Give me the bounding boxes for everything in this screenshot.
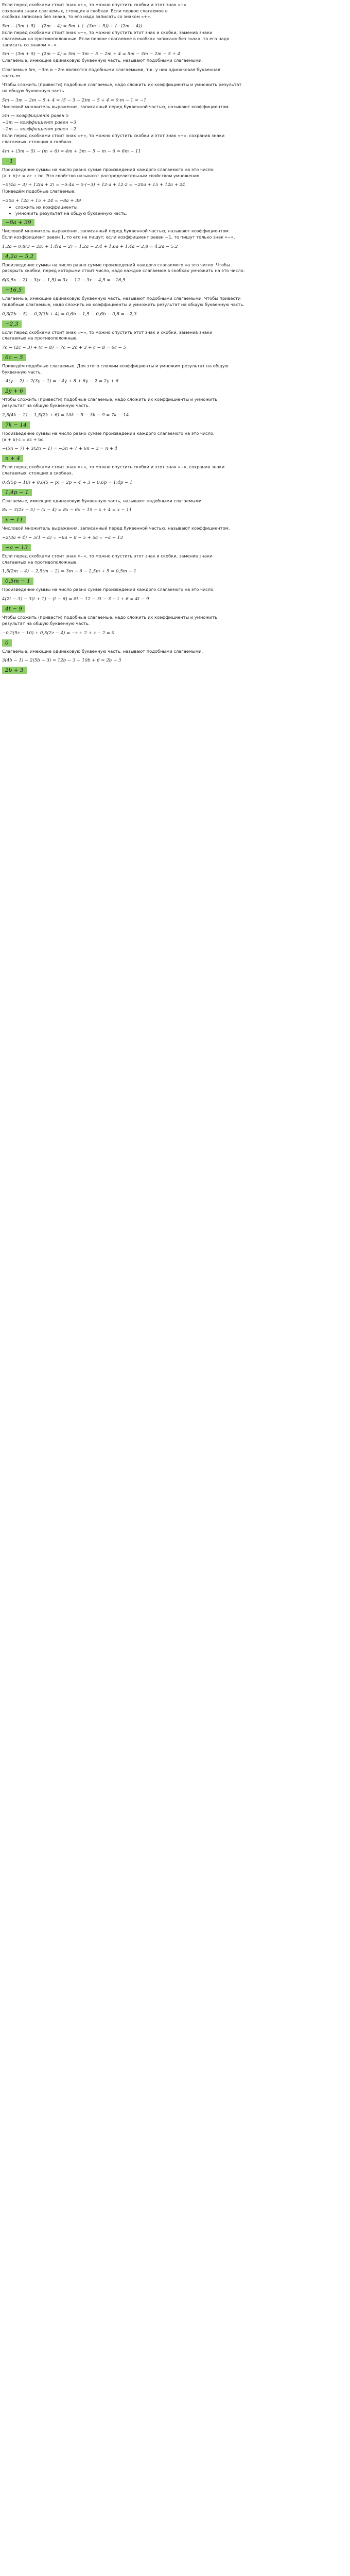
answer-box: −8a + 39 [2,219,34,226]
text-line: Числовой множитель выражения, записанный перед буквенной частью, называют коэффициентом. [2,228,230,234]
text-paragraph [2,189,344,195]
text-line: Произведение суммы на число равно сумме произведений каждого слагаемого на это число. Чтобы [2,262,230,267]
math-expression: 0,3(2b − 5) − 0,2(3b + 4) = 0,6b − 1,5 − 0,6b − 0,8 = −2,3 [2,311,137,317]
text-paragraph [2,553,344,565]
math-expression: −0,2(5z − 10) + 0,5(2z − 4) = −z + 2 + z − 2 = 0 [2,630,115,636]
answer-box: 4,2a − 5,2 [2,253,37,260]
text-line: результат на общую буквенную часть. [2,403,90,409]
text-line: подобные слагаемые, надо сложить их коэффициенты и умножить результат на общую буквенную часть. [2,301,244,307]
math-expression: −2m — коэффициент равен −2 [2,127,76,132]
text-line: слагаемых, стоящих в скобках. [2,470,73,476]
text-paragraph [2,262,344,274]
answer-row [2,486,344,498]
answer-row [2,318,344,330]
text-paragraph [2,330,344,342]
math-expression: 5m — коэффициент равен 5 [2,113,69,119]
math-expression: 4(2t − 3) − 3(t + 1) − (t − 6) = 8t − 12 − 3t − 3 − t + 6 = 4t − 9 [2,597,149,602]
answer-box: −1 [2,158,16,165]
text-line: (a + b)·c = ac + bc. Это свойство называют распределительным свойством умножения. [2,173,201,178]
math-expression: −4(y − 2) + 2(3y − 1) = −4y + 8 + 6y − 2 = 2y + 6 [2,379,119,384]
document-page [0,0,346,678]
text-line: слагаемых на противоположные. [2,335,78,341]
answer-row [2,419,344,431]
math-expression: 0,4(5p − 10) + 0,6(5 − p) = 2p − 4 + 3 − 0,6p = 1,4p − 1 [2,480,133,485]
text-line: записать со знаком «−». [2,42,58,47]
text-paragraph [2,397,344,409]
math-expression: −2(3a + 4) − 5(1 − a) = −6a − 8 − 5 + 5a = −a − 13 [2,535,123,541]
text-line: буквенную часть. [2,369,42,375]
text-paragraph [2,649,344,655]
answer-row [2,541,344,553]
text-line: Слагаемые, имеющие одинаковую буквенную часть, называют подобными слагаемыми. [2,498,203,503]
math-expression: 1,5(2m − 4) − 2,5(m − 2) = 3m − 6 − 2,5m + 5 = 0,5m − 1 [2,569,137,574]
text-line: Чтобы сложить (привести) подобные слагаемые, надо сложить их коэффициенты и умножить [2,615,218,620]
text-paragraph [2,498,344,504]
text-line: сохранив знаки слагаемых, стоящих в скобках. Если первое слагаемое в [2,8,168,13]
text-paragraph [2,82,344,94]
text-paragraph [2,363,344,375]
answer-box: 0,5m − 1 [2,578,33,585]
math-expression: 1,2a − 0,8(3 − 2a) + 1,4(a − 2) = 1,2a − 2,4 + 1,6a + 1,4a − 2,8 = 4,2a − 5,2 [2,244,178,249]
answer-row [2,216,344,228]
answer-row [2,155,344,167]
answer-box: x − 11 [2,516,26,523]
text-line: скобках записано без знака, то его надо записать со знаком «+». [2,14,151,20]
answer-box: −2,3 [2,320,22,328]
answer-row [2,514,344,526]
text-line: Приведём подобные слагаемые. Для этого сложим коэффициенты и умножим результат на общую [2,363,229,368]
text-line: Чтобы сложить (привести) подобные слагаемые, надо сложить их коэффициенты и умножить [2,397,218,402]
math-expression: 3(4b − 1) − 2(5b − 3) = 12b − 3 − 10b + 6 = 2b + 3 [2,658,121,664]
answer-box: n + 4 [2,455,23,462]
text-paragraph [2,296,344,308]
text-line: слагаемых на противоположные. Если первое слагаемое в скобках записано без знака, то его надо [2,36,230,41]
text-line: Если перед скобками стоит знак «−», то можно опустить этот знак и скобки, заменив знаки [2,553,213,559]
text-line: (a + b)·c = ac + bc. [2,436,45,442]
text-line: Слагаемые, имеющие одинаковую буквенную часть, называют подобными слагаемыми. [2,58,203,63]
text-paragraph [2,133,344,145]
text-line: слагаемых на противоположные. [2,559,78,565]
text-paragraph [2,228,344,240]
text-paragraph [2,2,344,20]
answer-row [2,637,344,649]
text-line: Если перед скобками стоит знак «−», то можно опустить этот знак и скобки, заменив знаки [2,329,213,335]
text-line: Произведение суммы на число равно сумме произведений каждого слагаемого на это число. [2,587,215,592]
text-paragraph [2,104,344,110]
answer-row [2,575,344,587]
text-line: Слагаемые, имеющие одинаковую буквенную часть, называют подобными слагаемыми. Чтобы привести [2,296,241,301]
math-expression: −5(4a − 3) + 12(a + 2) = −5·4a − 5·(−3) + 12·a + 12·2 = −20a + 15 + 12a + 24 [2,182,185,188]
answer-row [2,603,344,615]
text-line: Числовой множитель выражения, записанный перед буквенной частью, называют коэффициентом. [2,526,230,531]
text-line: Слагаемые, имеющие одинаковую буквенную часть, называют подобными слагаемыми. [2,648,203,654]
text-paragraph [2,431,344,443]
text-line: часть m. [2,73,22,78]
bullet-item: • сложить их коэффициенты; [15,205,344,211]
text-paragraph [2,464,344,476]
math-expression: 6(0,5x − 2) − 3(x + 1,5) = 3x − 12 − 3x − 4,5 = −16,5 [2,278,126,283]
answer-box: 2b + 3 [2,667,27,674]
text-line: Слагаемые 5m, −3m и −2m являются подобными слагаемыми, т.к. у них одинаковая буквенная [2,66,220,72]
text-line: Произведение суммы на число равно сумме произведений каждого слагаемого на это число: [2,430,215,436]
text-line: на общую буквенную часть. [2,88,66,94]
answer-row [2,351,344,363]
text-line: Если перед скобками стоит знак «+», то можно опустить скобки и этот знак «+» [2,2,187,7]
text-paragraph [2,30,344,48]
bullet-list [2,205,344,216]
math-expression: 4m + (3m − 5) − (m + 6) = 4m + 3m − 5 − m − 6 = 6m − 11 [2,148,141,154]
answer-box: 6c − 5 [2,354,26,361]
math-expression: 5m − (3m + 5) − (2m − 4) = 5m + (−(3m + 5)) + (−(2m − 4)) [2,24,143,29]
text-paragraph [2,526,344,532]
math-expression: −20a + 12a + 15 + 24 = −8a + 39 [2,198,81,204]
text-line: Если перед скобками стоит знак «−», то можно опустить этот знак и скобки, заменив знаки [2,30,213,36]
text-line: результат на общую буквенную часть. [2,620,90,626]
math-expression: 7c − (2c − 3) + (c − 8) = 7c − 2c + 3 + c − 8 = 6c − 5 [2,345,127,350]
text-paragraph [2,615,344,626]
answer-box: 1,4p − 1 [2,489,32,496]
text-paragraph [2,587,344,593]
text-line: Если коэффициент равен 1, то его не пишут; если коэффициент равен −1, то пишут только знак «−». [2,234,235,240]
answer-box: −a − 13 [2,544,31,551]
text-line: раскрыть скобки, перед которыми стоит число, надо каждое слагаемое в скобках умножить на это число. [2,268,245,274]
answer-row [2,664,344,676]
text-line: Числовой множитель выражения, записанный перед буквенной частью, называют коэффициентом. [2,104,230,109]
answer-box: −16,5 [2,286,25,294]
text-line: Приведём подобные слагаемые: [2,189,76,194]
math-expression: −3m — коэффициент равен −3 [2,120,76,126]
answer-box: 4t − 9 [2,605,25,613]
answer-row [2,250,344,262]
text-paragraph [2,67,344,79]
answer-box: 7k − 14 [2,421,30,429]
math-expression: −(5n − 7) + 3(2n − 1) = −5n + 7 + 6n − 3 = n + 4 [2,446,118,452]
answer-box: 0 [2,639,12,647]
math-expression: 5m − 3m − 2m − 5 + 4 = (5 − 3 − 2)m − 5 + 4 = 0·m − 1 = −1 [2,97,147,103]
text-paragraph [2,167,344,179]
answer-box: 2y + 6 [2,387,26,395]
text-line: Произведение суммы на число равно сумме произведений каждого слагаемого на это число: [2,166,215,172]
math-expression: 2,5(4k − 2) − 1,5(2k + 6) = 10k − 5 − 3k − 9 = 7k − 14 [2,412,129,418]
text-line: слагаемых, стоящих в скобках. [2,139,73,145]
text-line: Чтобы сложить (привести) подобные слагаемые, надо сложить их коэффициенты и умножить результат [2,82,242,88]
math-expression: 5m − (3m + 5) − (2m − 4) = 5m − 3m − 5 − 2m + 4 = 5m − 3m − 2m − 5 + 4 [2,52,181,57]
answer-row [2,284,344,296]
answer-row [2,385,344,397]
text-paragraph [2,58,344,64]
text-line: Если перед скобками стоит знак «+», то можно опустить скобки и этот знак «+», сохранив знаки [2,133,225,139]
text-line: Если перед скобками стоит знак «+», то можно опустить скобки и этот знак «+», сохранив знаки [2,464,225,470]
bullet-item: • умножить результат на общую буквенную часть. [15,211,344,217]
math-expression: 8x − 3(2x + 5) − (x − 4) = 8x − 6x − 15 − x + 4 = x − 11 [2,507,132,513]
answer-row [2,452,344,464]
